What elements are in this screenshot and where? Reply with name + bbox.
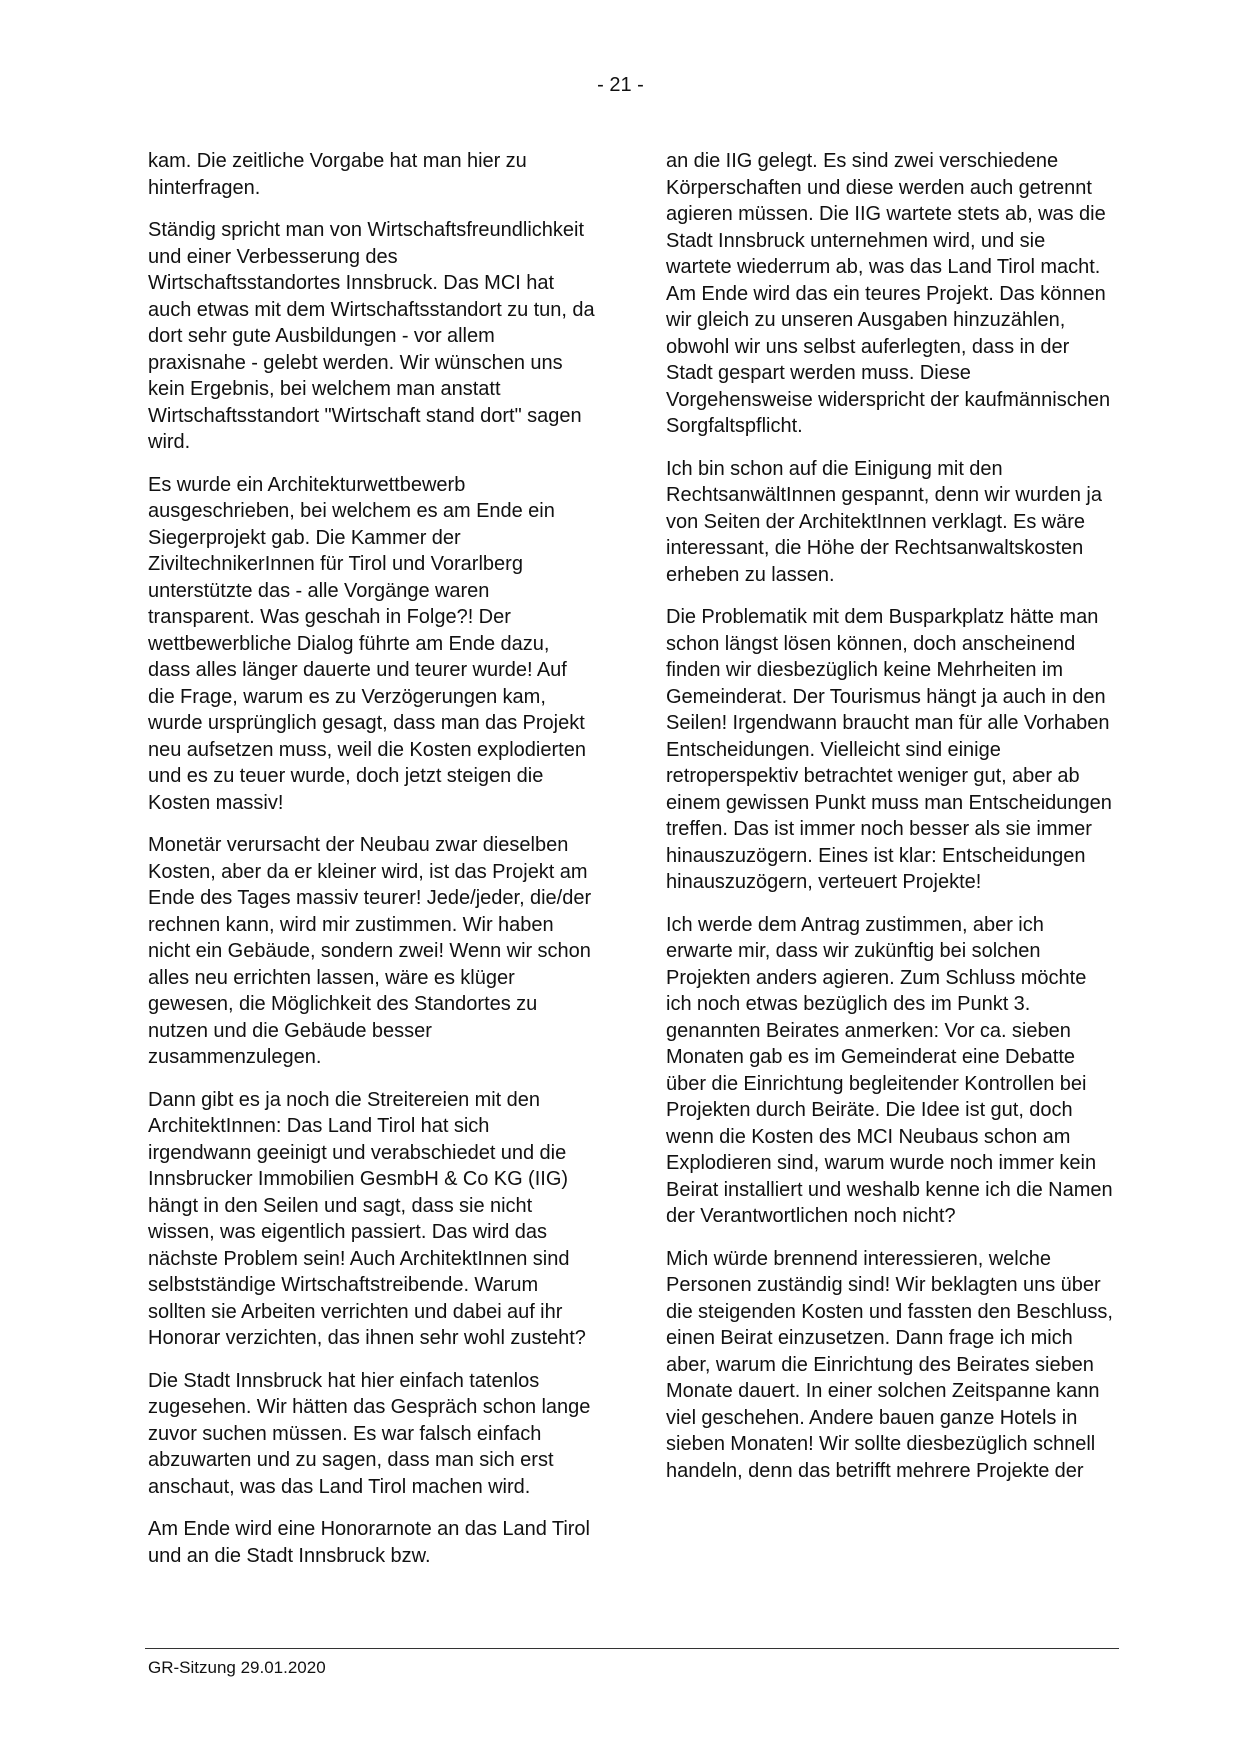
paragraph: Es wurde ein Architekturwettbewerb ausgeschrieben, bei welchem es am Ende ein Siegerprojekt gab. Die Kammer der ZiviltechnikerInnen für Tirol und Vorarlberg unterstützte das - alle Vorgänge waren transparent. Was geschah in Folge?! Der wettbewerbliche Dialog führte am Ende dazu, dass alles länger dauerte und teurer wurde! Auf die Frage, warum es zu Verzögerungen kam, wurde ursprünglich gesagt, dass man das Projekt neu aufsetzen muss, weil die Kosten explodierten und es zu teuer wurde, doch jetzt steigen die Kosten massiv! <box>148 473 586 814</box>
footer-divider <box>145 1648 1119 1649</box>
paragraph: Die Problematik mit dem Busparkplatz hätte man schon längst lösen können, doch anscheinend finden wir diesbezüglich keine Mehrheiten im Gemeinderat. Der Tourismus hängt ja auch in den Seilen! Irgendwann braucht man für alle Vorhaben Entscheidungen. Vielleicht sind einige retroperspektiv betrachtet weniger gut, aber ab einem gewissen Punkt muss man Entscheidungen treffen. Das ist immer noch besser als sie immer hinauszuzögern. Eines ist klar: Entscheidungen hinauszuzögern, verteuert Projekte! <box>666 606 1112 893</box>
paragraph: Mich würde brennend interessieren, welche Personen zuständig sind! Wir beklagten uns über die steigenden Kosten und fassten den Beschluss, einen Beirat einzusetzen. Dann frage ich mich aber, warum die Einrichtung des Beirates sieben Monate dauert. In einer solchen Zeitspanne kann viel geschehen. Andere bauen ganze Hotels in sieben Monaten! Wir sollte diesbezüglich schnell handeln, denn das betrifft mehrere Projekte der <box>666 1247 1113 1482</box>
paragraph: Die Stadt Innsbruck hat hier einfach tatenlos zugesehen. Wir hätten das Gespräch schon lange zuvor suchen müssen. Es war falsch einfach abzuwarten und zu sagen, dass man sich erst anschaut, was das Land Tirol machen wird. <box>148 1369 591 1498</box>
right-column <box>666 148 1113 1500</box>
page-number: - 21 - <box>597 74 644 96</box>
left-column <box>148 148 595 1585</box>
paragraph: Am Ende wird eine Honorarnote an das Land Tirol und an die Stadt Innsbruck bzw. <box>148 1518 590 1567</box>
paragraph: Dann gibt es ja noch die Streitereien mit den ArchitektInnen: Das Land Tirol hat sich irgendwann geeinigt und verabschiedet und die Innsbrucker Immobilien GesmbH & Co KG (IIG) hängt in den Seilen und sagt, dass sie nicht wissen, was eigentlich passiert. Das wird das nächste Problem sein! Auch ArchitektInnen sind selbstständige Wirtschaftstreibende. Warum sollten sie Arbeiten verrichten und dabei auf ihr Honorar verzichten, das ihnen sehr wohl zusteht? <box>148 1088 586 1349</box>
paragraph: Ich werde dem Antrag zustimmen, aber ich erwarte mir, dass wir zukünftig bei solchen Projekten anders agieren. Zum Schluss möchte ich noch etwas bezüglich des im Punkt 3. genannten Beirates anmerken: Vor ca. sieben Monaten gab es im Gemeinderat eine Debatte über die Einrichtung begleitender Kontrollen bei Projekten durch Beiräte. Die Idee ist gut, doch wenn die Kosten des MCI Neubaus schon am Explodieren sind, warum wurde noch immer kein Beirat installiert und weshalb kenne ich die Namen der Verantwortlichen noch nicht? <box>666 913 1113 1227</box>
paragraph: Ständig spricht man von Wirtschaftsfreundlichkeit und einer Verbesserung des Wirtschaftsstandortes Innsbruck. Das MCI hat auch etwas mit dem Wirtschaftsstandort zu tun, da dort sehr gute Ausbildungen - vor allem praxisnahe - gelebt werden. Wir wünschen uns kein Ergebnis, bei welchem man anstatt Wirtschaftsstandort "Wirtschaft stand dort" sagen wird. <box>148 219 595 453</box>
footer-session-date: GR-Sitzung 29.01.2020 <box>148 1658 326 1677</box>
paragraph: Monetär verursacht der Neubau zwar dieselben Kosten, aber da er kleiner wird, ist das Projekt am Ende des Tages massiv teurer! Jede/jeder, die/der rechnen kann, wird mir zustimmen. Wir haben nicht ein Gebäude, sondern zwei! Wenn wir schon alles neu errichten lassen, wäre es klüger gewesen, die Möglichkeit des Standortes zu nutzen und die Gebäude besser zusammenzulegen. <box>148 834 592 1068</box>
paragraph: kam. Die zeitliche Vorgabe hat man hier zu hinterfragen. <box>148 150 527 199</box>
paragraph: Ich bin schon auf die Einigung mit den RechtsanwältInnen gespannt, denn wir wurden ja von Seiten der ArchitektInnen verklagt. Es wäre interessant, die Höhe der Rechtsanwaltskosten erheben zu lassen. <box>666 457 1102 586</box>
paragraph: an die IIG gelegt. Es sind zwei verschiedene Körperschaften und diese werden auch getrennt agieren müssen. Die IIG wartete stets ab, was die Stadt Innsbruck unternehmen wird, und sie wartete wiederrum ab, was das Land Tirol macht. Am Ende wird das ein teures Projekt. Das können wir gleich zu unseren Ausgaben hinzuzählen, obwohl wir uns selbst auferlegten, dass in der Stadt gespart werden muss. Diese Vorgehensweise widerspricht der kaufmännischen Sorgfaltspflicht. <box>666 150 1111 437</box>
